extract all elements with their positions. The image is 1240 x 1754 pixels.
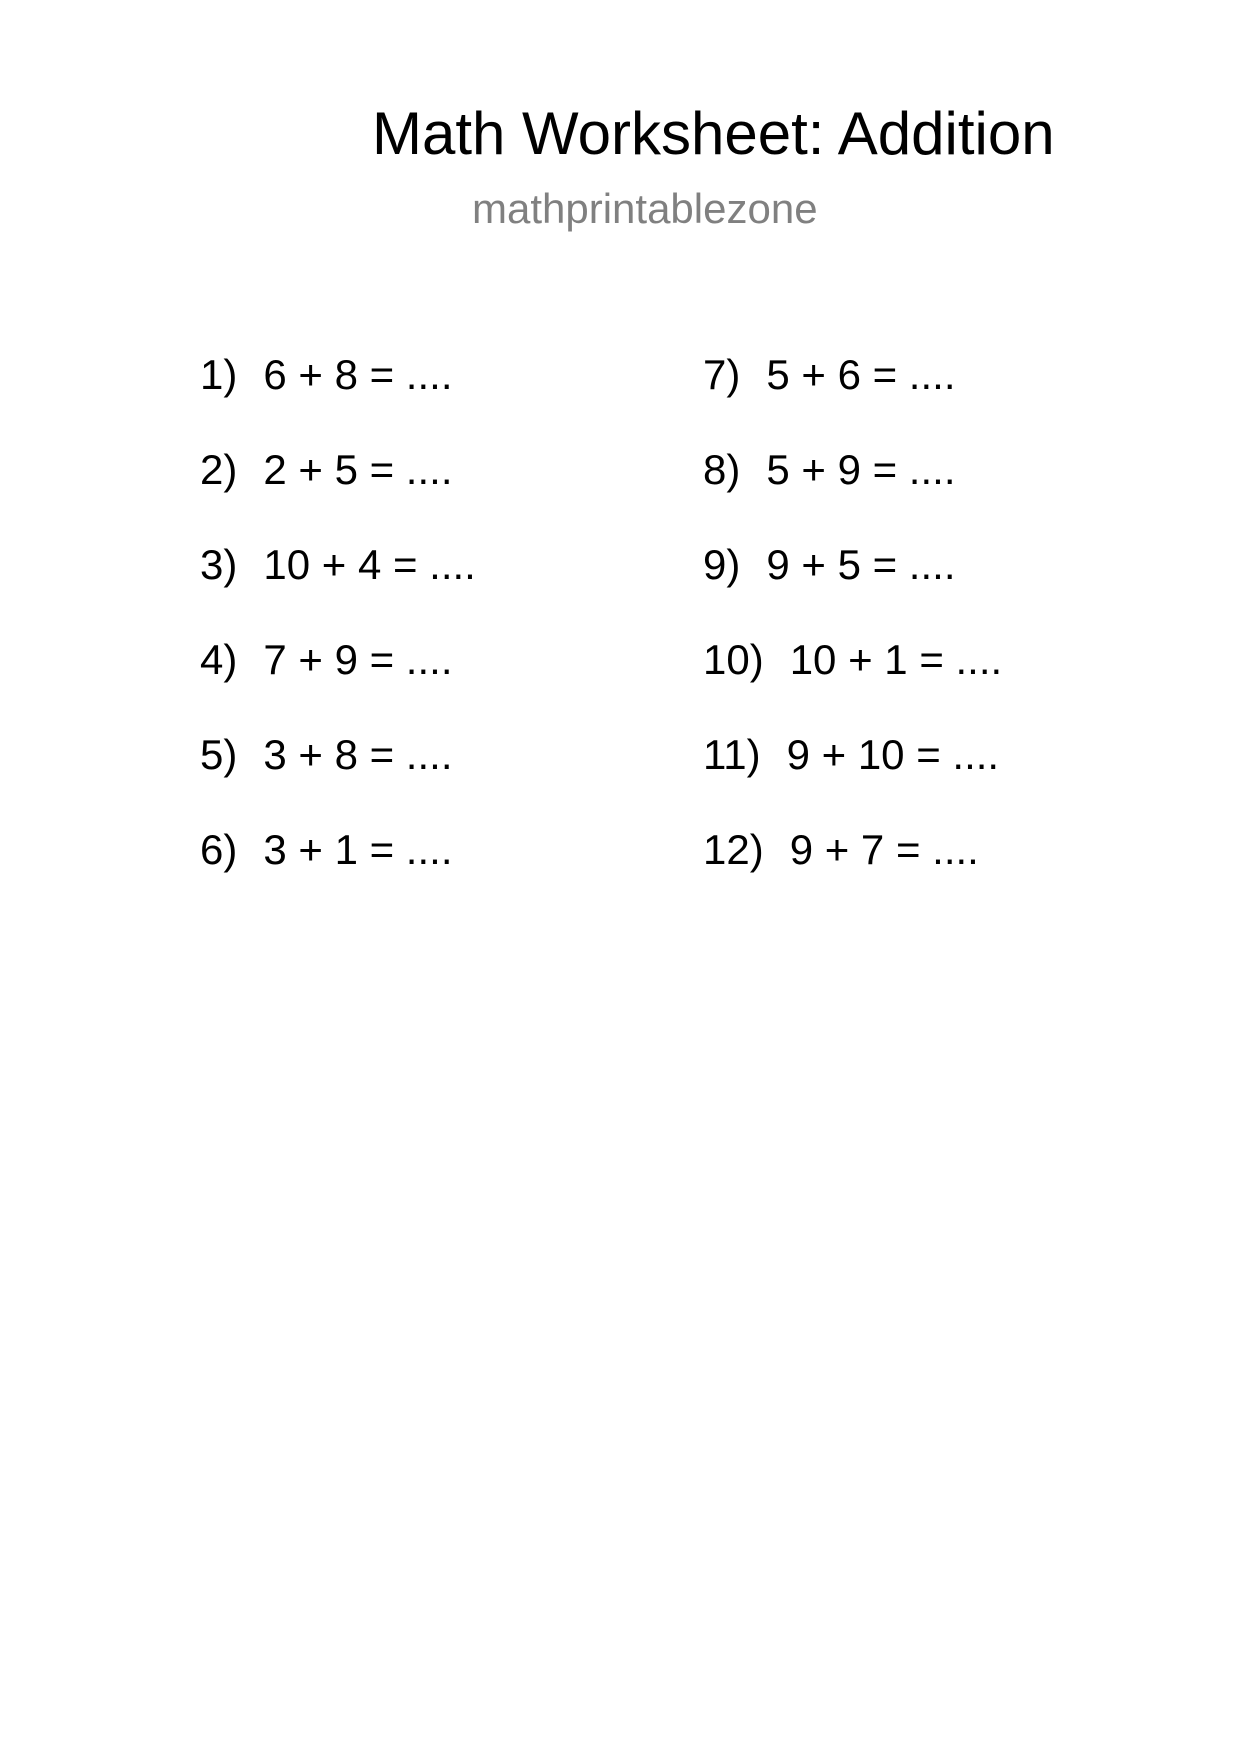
- problem-item: [703, 635, 1002, 730]
- problem-number: 11): [703, 731, 761, 778]
- problem-item: [200, 350, 476, 445]
- problem-number: 6): [200, 826, 238, 873]
- problem-expression: 10 + 4 = ....: [263, 541, 476, 588]
- problem-number: 5): [200, 731, 238, 778]
- problem-number: 2): [200, 446, 238, 493]
- problem-item: [703, 445, 1002, 540]
- problem-expression: 7 + 9 = ....: [263, 636, 453, 683]
- problem-number: 10): [703, 636, 764, 683]
- problem-item: [200, 825, 476, 920]
- problem-expression: 9 + 5 = ....: [766, 541, 956, 588]
- problem-number: 4): [200, 636, 238, 683]
- problem-item: [703, 540, 1002, 635]
- problem-item: [200, 635, 476, 730]
- problem-expression: 9 + 7 = ....: [789, 826, 979, 873]
- problems-right-column: [703, 350, 1002, 920]
- problem-item: [703, 730, 1002, 825]
- problem-expression: 5 + 9 = ....: [766, 446, 956, 493]
- problem-expression: 10 + 1 = ....: [789, 636, 1003, 683]
- worksheet-subtitle: mathprintablezone: [472, 185, 818, 232]
- problem-expression: 6 + 8 = ....: [263, 351, 453, 398]
- worksheet-title: Math Worksheet: Addition: [372, 100, 1055, 167]
- problem-number: 9): [703, 541, 741, 588]
- problem-expression: 2 + 5 = ....: [263, 446, 453, 493]
- problems-left-column: [200, 350, 476, 920]
- problem-number: 8): [703, 446, 741, 493]
- problem-expression: 3 + 1 = ....: [263, 826, 453, 873]
- problem-expression: 3 + 8 = ....: [263, 731, 453, 778]
- problem-item: [703, 350, 1002, 445]
- problem-number: 3): [200, 541, 238, 588]
- problem-expression: 5 + 6 = ....: [766, 351, 956, 398]
- problem-number: 12): [703, 826, 764, 873]
- problem-item: [703, 825, 1002, 920]
- problem-number: 7): [703, 351, 741, 398]
- problem-item: [200, 730, 476, 825]
- problem-expression: 9 + 10 = ....: [786, 731, 1000, 778]
- problem-item: [200, 445, 476, 540]
- problem-number: 1): [200, 351, 238, 398]
- problem-item: [200, 540, 476, 635]
